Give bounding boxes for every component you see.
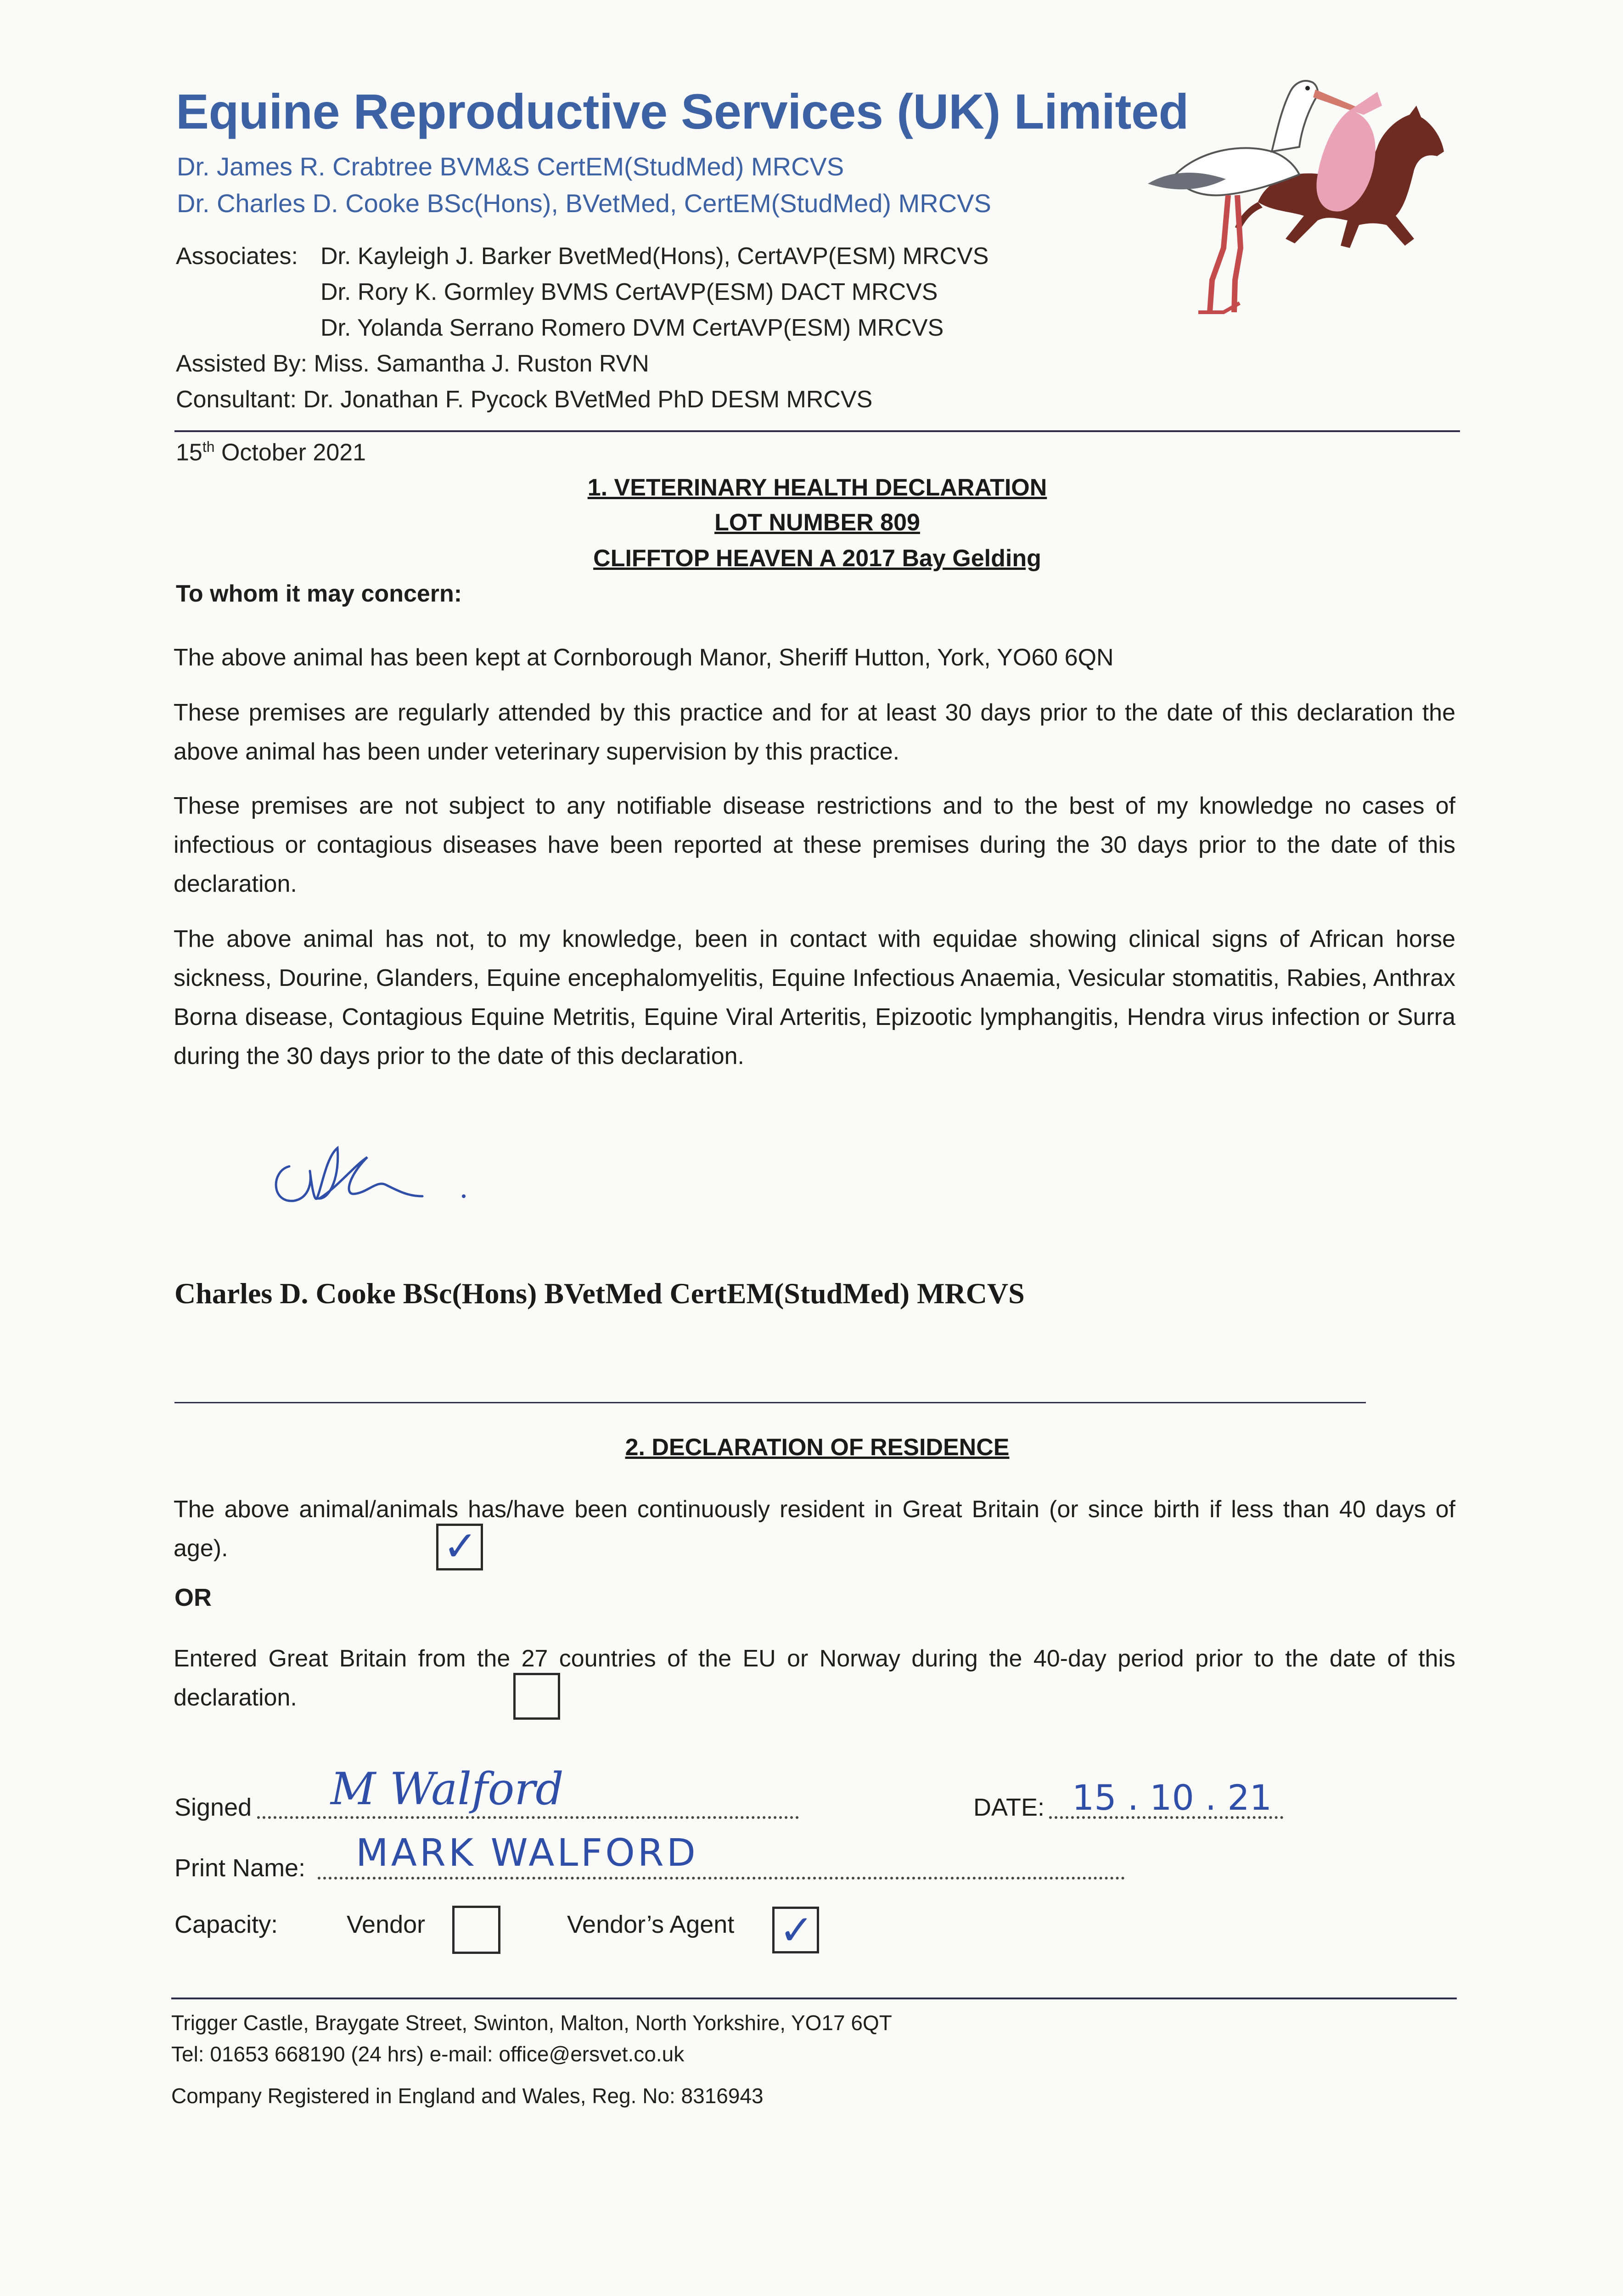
associate-line-3: Dr. Yolanda Serrano Romero DVM CertAVP(ESM) MRCVS — [320, 315, 944, 341]
vendor-checkbox[interactable] — [452, 1906, 500, 1954]
paragraph-diseases: The above animal has not, to my knowledge, been in contact with equidae showing clinical signs of African horse sickness, Dourine, Glanders, Equine encephalomyelitis, Equine Infectious Anaemia, Vesicular stomatitis, Rabies, Anthrax Borna disease, Contagious Equine Metritis, Equine Viral Arteritis, Epizootic lymphangitis, Hendra virus infection or Surra during the 30 days prior to the date of this declaration. — [174, 926, 1455, 1069]
partner-line-2: Dr. Charles D. Cooke BSc(Hons), BVetMed, CertEM(StudMed) MRCVS — [177, 189, 991, 218]
section-divider — [174, 1402, 1366, 1403]
partner-line-1: Dr. James R. Crabtree BVM&S CertEM(StudMed) MRCVS — [177, 152, 844, 181]
print-name-line — [318, 1877, 1125, 1880]
lot-number: LOT NUMBER 809 — [714, 509, 920, 536]
assisted-by-line: Assisted By: Miss. Samantha J. Ruston RVN — [176, 350, 649, 377]
or-label: OR — [174, 1584, 212, 1611]
signed-label: Signed — [174, 1794, 252, 1821]
section2-heading: 2. DECLARATION OF RESIDENCE — [625, 1434, 1010, 1461]
horse-description: CLIFFTOP HEAVEN A 2017 Bay Gelding — [593, 545, 1041, 572]
vendor-label: Vendor — [347, 1911, 426, 1938]
declaration-date: 15th October 2021 — [176, 439, 366, 466]
footer-registration: Company Registered in England and Wales, Reg. No: 8316943 — [171, 2084, 764, 2108]
signed-value[interactable]: M Walford — [331, 1763, 564, 1815]
residence-option-2-checkbox[interactable] — [513, 1673, 560, 1720]
vet-handwritten-signature — [262, 1139, 477, 1217]
associate-line-2: Dr. Rory K. Gormley BVMS CertAVP(ESM) DACT MRCVS — [320, 279, 938, 305]
header-rule — [174, 430, 1460, 432]
signed-line — [257, 1816, 799, 1819]
paragraph-restrictions: These premises are not subject to any notifiable disease restrictions and to the best of my knowledge no cases of infectious or contagious diseases have been reported at these premises during the 30 days prior to the date of this declaration. — [174, 793, 1455, 897]
residence-option-2: Entered Great Britain from the 27 countries of the EU or Norway during the 40-day period prior to the date of this declaration. — [174, 1645, 1455, 1711]
vendors-agent-label: Vendor’s Agent — [567, 1911, 735, 1938]
salutation: To whom it may concern: — [176, 580, 462, 607]
company-name: Equine Reproductive Services (UK) Limited — [176, 84, 1189, 139]
print-name-label: Print Name: — [174, 1854, 306, 1882]
footer-rule — [171, 1998, 1457, 1999]
paragraph-supervision: These premises are regularly attended by this practice and for at least 30 days prior to the date of this declaration the above animal has been under veterinary supervision by this practice. — [174, 699, 1455, 765]
vet-signatory-name: Charles D. Cooke BSc(Hons) BVetMed CertEM(StudMed) MRCVS — [174, 1277, 1025, 1310]
checkmark-icon: ✓ — [779, 1906, 814, 1954]
associate-line-1: Dr. Kayleigh J. Barker BvetMed(Hons), CertAVP(ESM) MRCVS — [320, 243, 989, 270]
print-name-value[interactable]: MARK WALFORD — [356, 1831, 698, 1875]
footer-contact: Tel: 01653 668190 (24 hrs) e-mail: office@ersvet.co.uk — [171, 2042, 685, 2066]
paragraph-premises: The above animal has been kept at Cornborough Manor, Sheriff Hutton, York, YO60 6QN — [174, 644, 1114, 671]
capacity-label: Capacity: — [174, 1911, 278, 1938]
section1-heading: 1. VETERINARY HEALTH DECLARATION — [587, 474, 1047, 501]
consultant-line: Consultant: Dr. Jonathan F. Pycock BVetMed PhD DESM MRCVS — [176, 386, 873, 413]
vendors-agent-checkbox[interactable] — [772, 1907, 819, 1953]
checkmark-icon: ✓ — [443, 1522, 478, 1570]
date-label: DATE: — [973, 1794, 1045, 1821]
associates-label: Associates: — [176, 243, 298, 270]
residence-option-1-checkbox[interactable] — [436, 1524, 483, 1570]
footer-address: Trigger Castle, Braygate Street, Swinton, Malton, North Yorkshire, YO17 6QT — [171, 2011, 892, 2035]
date-value[interactable]: 15 . 10 . 21 — [1072, 1777, 1272, 1818]
residence-option-1: The above animal/animals has/have been continuously resident in Great Britain (or since birth if less than 40 days of age). — [174, 1496, 1455, 1562]
stork-carrying-foal-logo — [1120, 64, 1469, 321]
